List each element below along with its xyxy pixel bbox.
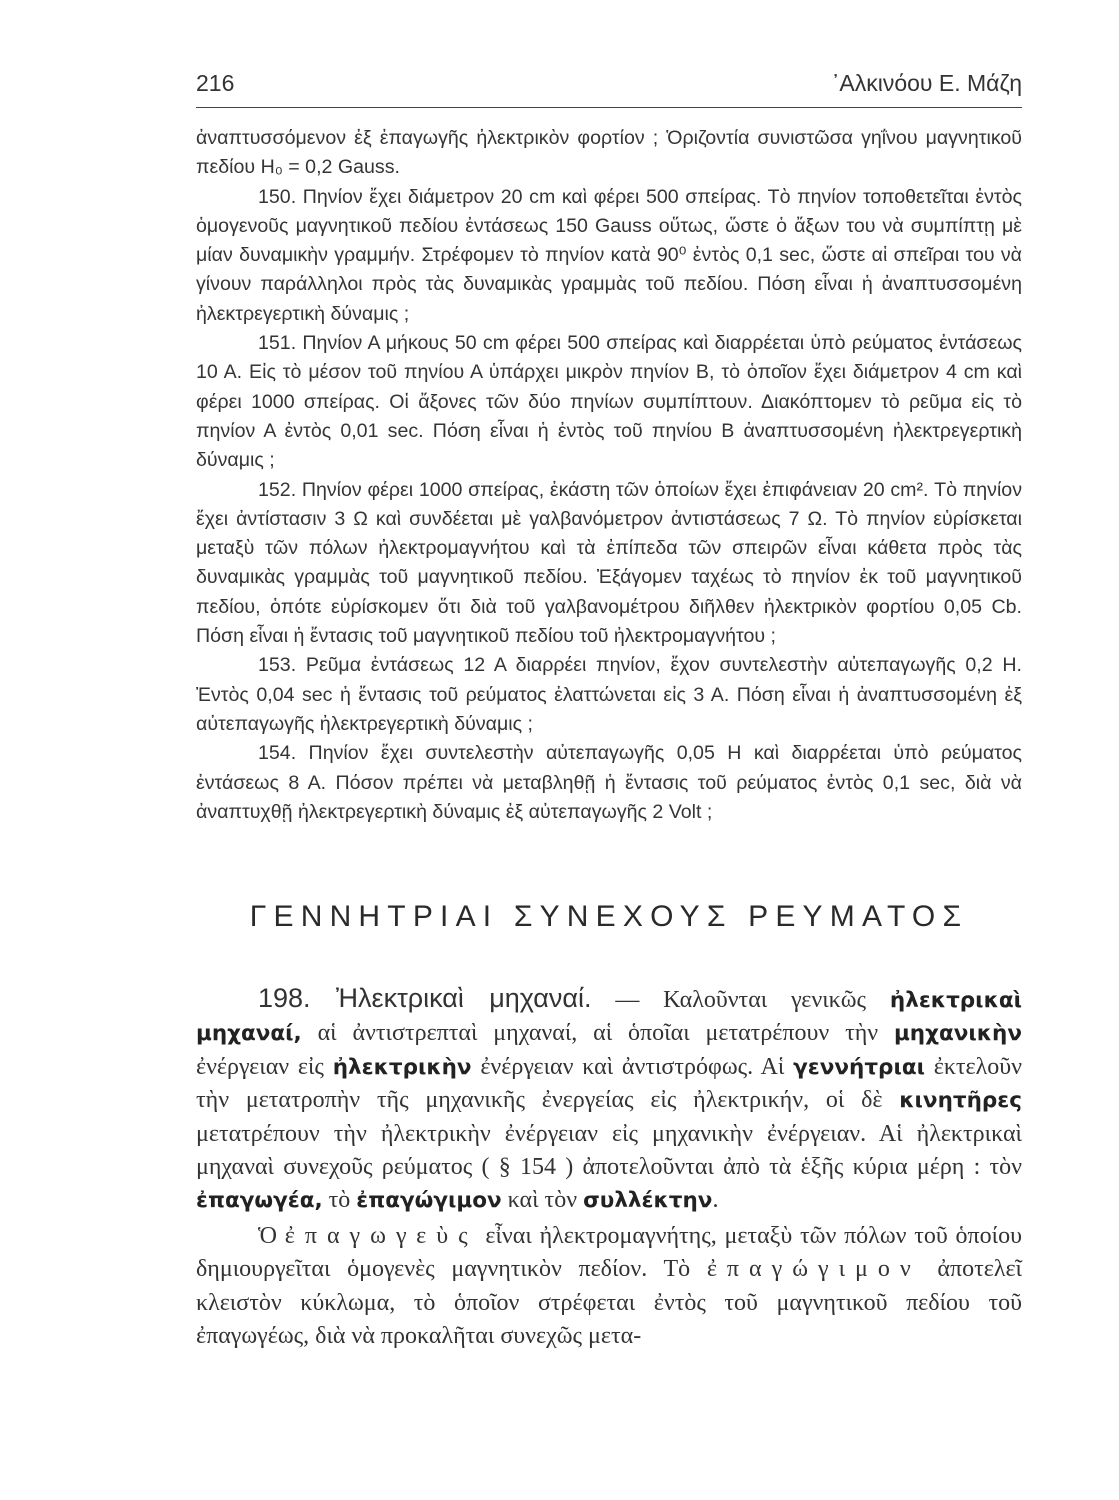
text-run: αἱ ἀντιστρεπταὶ μηχαναί, αἱ ὁποῖαι μετατρέπουν τὴν [301,1020,894,1047]
text-run: ἐκτελοῦν τὴν μετατροπὴν τῆς μηχανικῆς ἐνεργείας εἰς ἠλεκτρικήν, οἱ δὲ [196,1053,1023,1114]
text-run: ἀποτελεῖ κλειστὸν κύκλωμα, τὸ ὁποῖον στρέφεται ἐντὸς τοῦ μαγνητικοῦ πεδίου τοῦ ἐπαγωγέως, διὰ νὰ προκαλῆται συνεχῶς μετα- [196,1256,1022,1350]
text-run: ἐνέργειαν εἰς [196,1053,333,1080]
text-run: μετατρέπουν τὴν ἠλεκτρικὴν ἐνέργειαν εἰς μηχανικὴν ἐνέργειαν. Αἱ ἠλεκτρικαὶ μηχαναὶ συνεχοῦς ρεύματος ( § 154 ) ἀποτελοῦνται ἀπὸ τὰ ἑξῆς κύρια μέρη : τὸν [196,1120,1022,1181]
spaced-term-armature: ἐπαγώγιμον [706,1256,921,1283]
text-run: — Καλοῦνται γενικῶς [591,987,890,1013]
problem-154: 154. Πηνίον ἔχει συντελεστὴν αὐτεπαγωγῆς 0,05 Η καὶ διαρρέεται ὑπὸ ρεύματος ἐντάσεως 8 Α. Πόσον πρέπει νὰ μεταβληθῇ ἡ ἔντασις τοῦ ρεύματος ἐντὸς 0,1 sec, διὰ νὰ ἀναπτυχθῇ ἠλεκτρεγερτικὴ δύναμις ἐξ αὐτεπαγωγῆς 2 Volt ; [196,742,1022,823]
problem-152: 152. Πηνίον φέρει 1000 σπείρας, ἑκάστη τῶν ὁποίων ἔχει ἐπιφάνειαν 20 cm². Τὸ πηνίον ἔχει ἀντίστασιν 3 Ω καὶ συνδέεται μὲ γαλβανόμετρον ἀντιστάσεως 7 Ω. Τὸ πηνίον εὑρίσκεται μεταξὺ τῶν πόλων ἠλεκτρομαγνήτου καὶ τὰ ἐπίπεδα τῶν σπειρῶν εἶναι κάθετα πρὸς τὰς δυναμικὰς γραμμὰς τοῦ μαγνητικοῦ πεδίου. Ἐξάγομεν ταχέως τὸ πηνίον ἐκ τοῦ μαγνητικοῦ πεδίου, ὁπότε εὑρίσκομεν ὅτι διὰ τοῦ γαλβανομέτρου διῆλθεν ἠλεκτρικὸν φορτίου 0,05 Cb. Πόση εἶναι ἡ ἔντασις τοῦ μαγνητικοῦ πεδίου τοῦ ἠλεκτρομαγνήτου ; [196,478,1022,648]
section-paragraph-2 [196,1220,1022,1354]
term-electrical: ἠλεκτρικὴν [332,1054,472,1080]
text-run: . [712,1187,719,1214]
text-run: Ὁ [258,1222,285,1249]
text-run: εἶναι ἠλεκτρομαγνήτης, μεταξὺ τῶν πόλων τοῦ ὁποίου δημιουργεῖται ὁμογενὲς μαγνητικὸν πεδίον. Τὸ [196,1222,1022,1283]
problems-block [196,124,1022,827]
term-electric-machines: ἠλεκτρικαὶ μηχαναί, [196,988,1022,1047]
problem-150: 150. Πηνίον ἔχει διάμετρον 20 cm καὶ φέρει 500 σπείρας. Τὸ πηνίον τοποθετεῖται ἐντὸς ὁμογενοῦς μαγνητικοῦ πεδίου ἐντάσεως 150 Gauss οὕτως, ὥστε ὁ ἄξων του νὰ συμπίπτῃ μὲ μίαν δυναμικὴν γραμμήν. Στρέφομεν τὸ πηνίον κατὰ 90⁰ ἐντὸς 0,1 sec, ὥστε αἱ σπεῖραι του νὰ γίνουν παράλληλοι πρὸς τὰς δυναμικὰς γραμμὰς τοῦ πεδίου. Πόση εἶναι ἡ ἀναπτυσσομένη ἠλεκτρεγερτικὴ δύναμις ; [196,185,1022,325]
section-heading: ΓΕΝΝΗΤΡΙΑΙ ΣΥΝΕΧΟΥΣ ΡΕΥΜΑΤΟΣ [249,900,969,933]
header-rule [196,107,1022,108]
term-commutator: συλλέκτην [583,1188,713,1214]
section-198 [196,982,1022,1353]
spaced-term-inductor: ἐπαγωγεὺς [284,1222,478,1249]
problem-153: 153. Ρεῦμα ἐντάσεως 12 Α διαρρέει πηνίον, ἔχον συντελεστὴν αὐτεπαγωγῆς 0,2 Η. Ἐντὸς 0,04 sec ἡ ἔντασις τοῦ ρεύματος ἐλαττώνεται εἰς 3 Α. Πόση εἶναι ἡ ἀναπτυσσομένη ἐξ αὐτεπαγωγῆς ἠλεκτρεγερτικὴ δύναμις ; [196,654,1022,735]
term-armature: ἐπαγώγιμον [356,1188,502,1214]
term-generators: γεννήτριαι [793,1054,925,1080]
section-title: 198. Ἠλεκτρικαὶ μηχαναί. [258,983,592,1013]
term-mechanical: μηχανικὴν [893,1021,1022,1047]
problem-151: 151. Πηνίον Α μήκους 50 cm φέρει 500 σπείρας καὶ διαρρέεται ὑπὸ ρεύματος ἐντάσεως 10 Α. Εἰς τὸ μέσον τοῦ πηνίου Α ὑπάρχει μικρὸν πηνίον Β, τὸ ὁποῖον ἔχει διάμετρον 4 cm καὶ φέρει 1000 σπείρας. Οἱ ἄξονες τῶν δύο πηνίων συμπίπτουν. Διακόπτομεν τὸ ρεῦμα εἰς τὸ πηνίον Α ἐντὸς 0,01 sec. Πόση εἶναι ἡ ἐντὸς τοῦ πηνίου Β ἀναπτυσσομένη ἠλεκτρεγερτικὴ δύναμις ; [196,332,1022,472]
text-run: καὶ τὸν [501,1187,584,1214]
text-run: τὸ [322,1187,357,1214]
term-motors: κινητῆρες [899,1088,1022,1114]
problem-continuation: ἀναπτυσσόμενον ἐξ ἐπαγωγῆς ἠλεκτρικὸν φορτίον ; Ὁριζοντία συνιστῶσα γηΐνου μαγνητικοῦ πεδίου H₀ = 0,2 Gauss. [196,127,1022,179]
text-run: ἐνέργειαν καὶ ἀντιστρόφως. Αἱ [471,1053,794,1080]
section-paragraph-1 [196,982,1022,1218]
running-title: ᾿Αλκινόου Ε. Μάζη [831,70,1022,96]
term-inductor: ἐπαγωγέα, [196,1188,323,1214]
page-number: 216 [196,70,235,96]
page-header [196,66,1022,106]
